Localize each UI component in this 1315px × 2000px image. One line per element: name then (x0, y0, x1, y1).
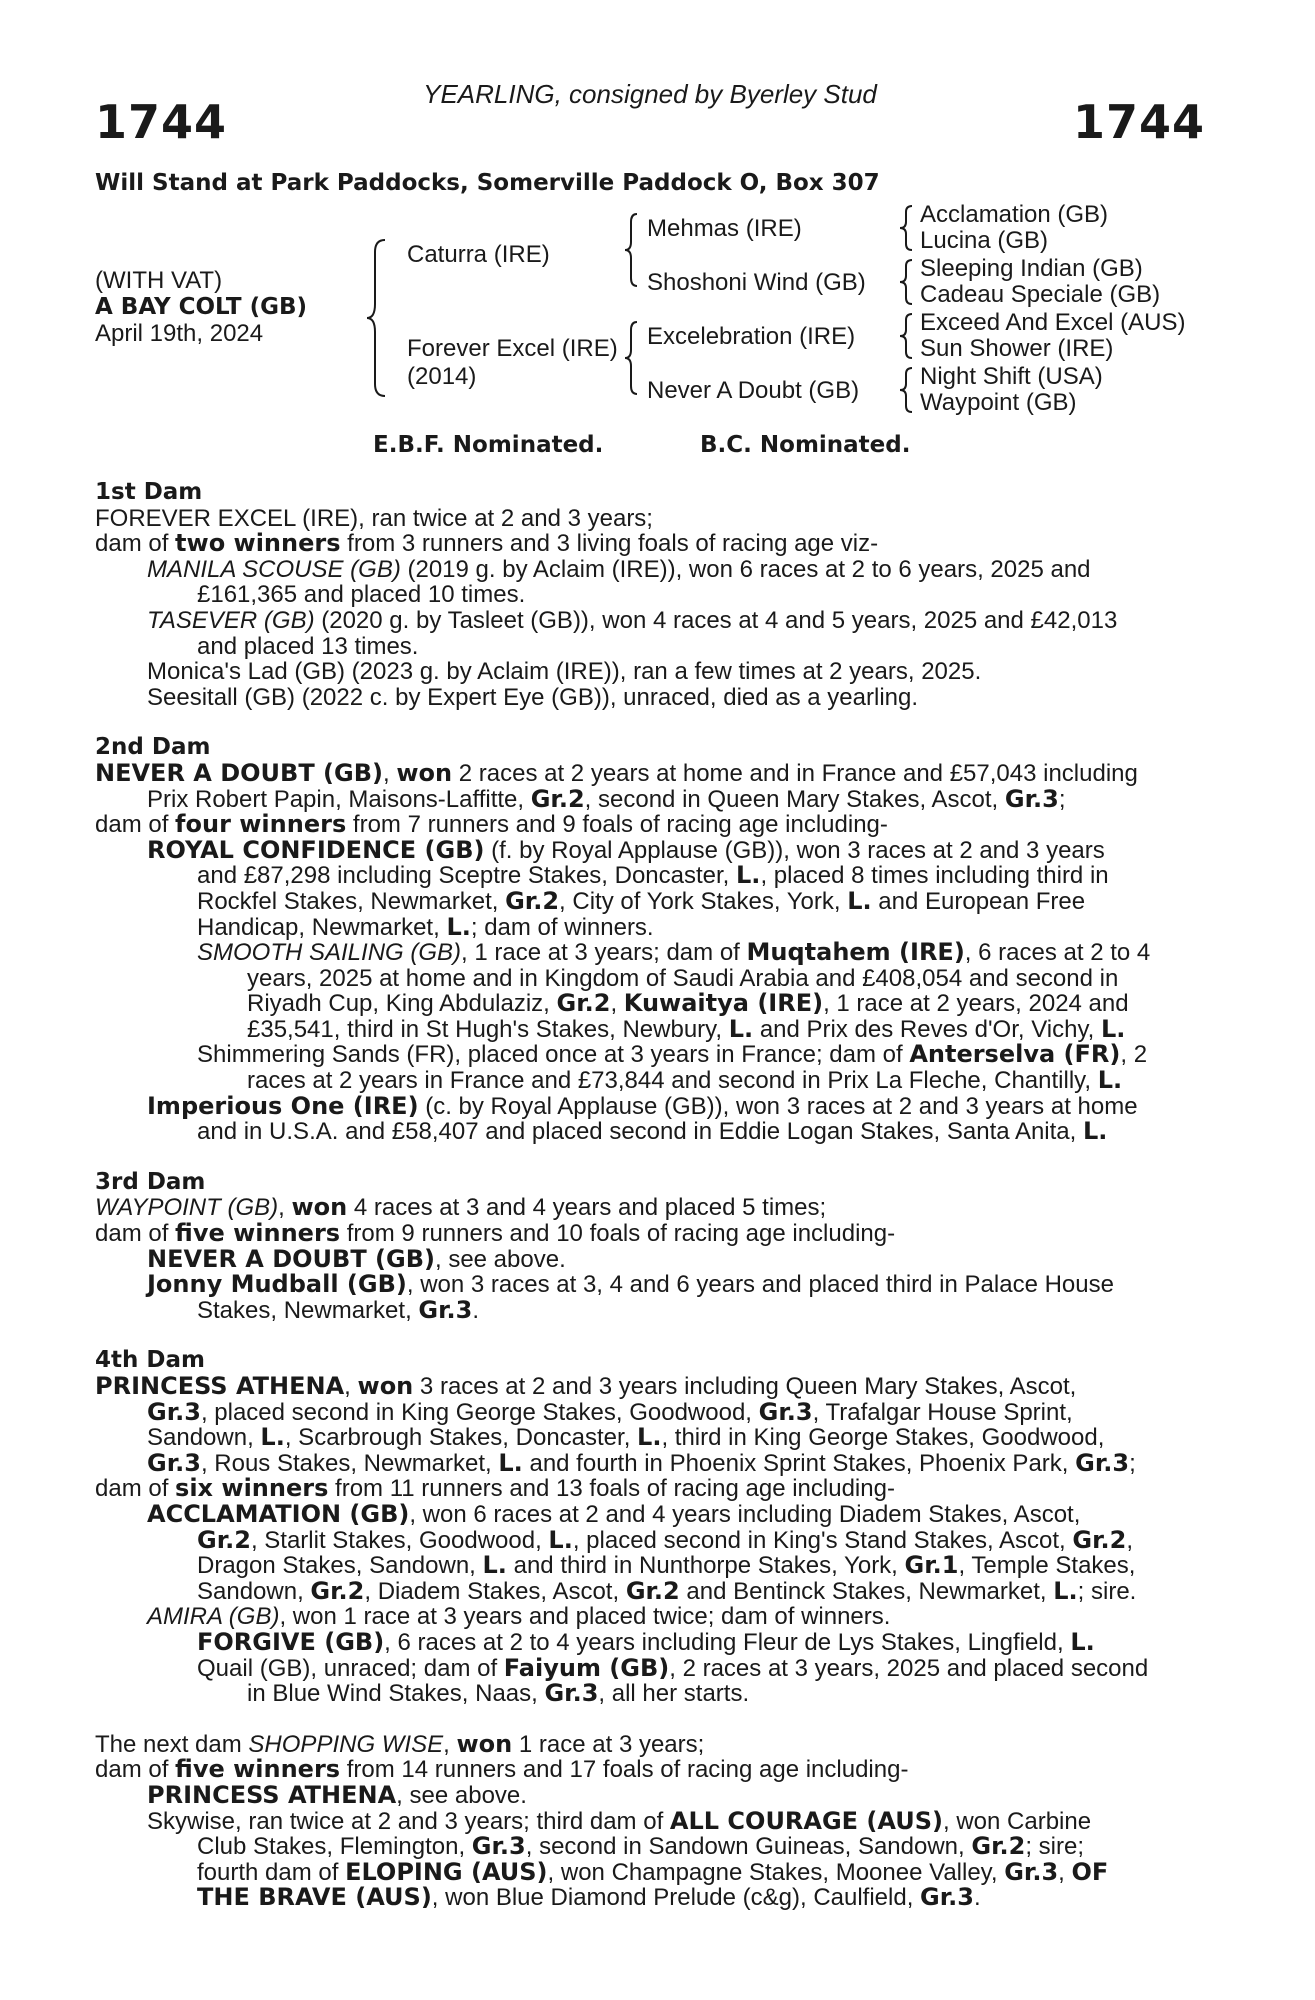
grandsire-3: Exceed And Excel (AUS) (920, 309, 1186, 336)
acclamation-3: Dragon Stakes, Sandown, L. and third in Nunthorpe Stakes, York, Gr.1, Temple Stakes, (197, 1551, 1136, 1580)
pedigree-brace-main (365, 238, 387, 398)
produce-manila-scouse: MANILA SCOUSE (GB) (2019 g. by Aclaim (IRE)), won 6 races at 2 to 6 years, 2025 and (147, 555, 1091, 583)
ebf-nomination: E.B.F. Nominated. (373, 432, 604, 458)
pedigree-brace-g4 (898, 366, 914, 414)
first-dam-summary: dam of two winners from 3 runners and 3 living foals of racing age viz- (95, 529, 879, 558)
shimmering-sands: Shimmering Sands (FR), placed once at 3 years in France; dam of Anterselva (FR), 2 (197, 1040, 1148, 1069)
fourth-dam-heading: 4th Dam (95, 1347, 205, 1374)
pedigree-notes (95, 480, 1205, 1911)
dam-year: (2014) (407, 363, 477, 390)
produce-tasever-cont: and placed 13 times. (197, 632, 419, 660)
granddam-3: Sun Shower (IRE) (920, 335, 1114, 362)
royal-confidence-2: and £87,298 including Sceptre Stakes, Doncaster, L., placed 8 times including third in (197, 861, 1109, 890)
skywise-3: fourth dam of ELOPING (AUS), won Champagne Stakes, Moonee Valley, Gr.3, OF (197, 1857, 1109, 1886)
forgive: FORGIVE (GB), 6 races at 2 to 4 years including Fleur de Lys Stakes, Lingfield, L. (197, 1627, 1095, 1656)
dam-dam: Never A Doubt (GB) (647, 377, 860, 404)
dam-sire: Excelebration (IRE) (647, 323, 856, 350)
smooth-sailing-2: years, 2025 at home and in Kingdom of Saudi Arabia and £408,054 and second in (247, 964, 1119, 992)
royal-confidence-4: Handicap, Newmarket, L.; dam of winners. (197, 912, 654, 941)
princess-athena-ref: PRINCESS ATHENA, see above. (147, 1780, 527, 1809)
royal-confidence-3: Rockfel Stakes, Newmarket, Gr.2, City of York Stakes, York, L. and European Free (197, 886, 1086, 915)
skywise-4: THE BRAVE (AUS), won Blue Diamond Prelude (c&g), Caulfield, Gr.3. (197, 1883, 981, 1912)
acclamation: ACCLAMATION (GB), won 6 races at 2 and 4 years including Diadem Stakes, Ascot, (147, 1499, 1081, 1528)
produce-tasever: TASEVER (GB) (2020 g. by Tasleet (GB)), won 4 races at 4 and 5 years, 2025 and £42,013 (147, 606, 1118, 634)
acclamation-4: Sandown, Gr.2, Diadem Stakes, Ascot, Gr.2 and Bentinck Stakes, Newmarket, L.; sire. (197, 1576, 1137, 1605)
third-dam-heading: 3rd Dam (95, 1168, 206, 1195)
lot-number-left: 1744 (95, 95, 228, 149)
pedigree-brace-sire (623, 212, 639, 288)
fourth-dam-summary: dam of six winners from 11 runners and 13 foals of racing age including- (95, 1474, 895, 1503)
imperious-one-2: and in U.S.A. and £58,407 and placed second in Eddie Logan Stakes, Santa Anita, L. (197, 1117, 1108, 1146)
quail-2: in Blue Wind Stakes, Naas, Gr.3, all her starts. (247, 1679, 750, 1708)
produce-manila-scouse-cont: £161,365 and placed 10 times. (197, 581, 526, 609)
granddam-4: Waypoint (GB) (920, 389, 1077, 416)
smooth-sailing: SMOOTH SAILING (GB), 1 race at 3 years; dam of Muqtahem (IRE), 6 races at 2 to 4 (197, 938, 1151, 967)
produce-seesitall: Seesitall (GB) (2022 c. by Expert Eye (GB)), unraced, died as a yearling. (147, 683, 919, 711)
amira: AMIRA (GB), won 1 race at 3 years and placed twice; dam of winners. (147, 1603, 891, 1631)
third-dam-line: WAYPOINT (GB), won 4 races at 3 and 4 years and placed 5 times; (95, 1193, 827, 1222)
quail: Quail (GB), unraced; dam of Faiyum (GB), 2 races at 3 years, 2025 and placed second (197, 1653, 1149, 1682)
pedigree-brace-dam (623, 320, 639, 396)
second-dam-heading: 2nd Dam (95, 734, 211, 761)
date-of-birth: April 19th, 2024 (95, 320, 264, 347)
royal-confidence: ROYAL CONFIDENCE (GB) (f. by Royal Applause (GB)), won 3 races at 2 and 3 years (147, 835, 1105, 864)
pedigree-brace-g1 (898, 204, 914, 252)
sire-sire: Mehmas (IRE) (647, 215, 802, 242)
first-dam-line: FOREVER EXCEL (IRE), ran twice at 2 and 3 years; (95, 504, 653, 532)
stabling-location: Will Stand at Park Paddocks, Somerville Paddock O, Box 307 (95, 170, 880, 196)
acclamation-2: Gr.2, Starlit Stakes, Goodwood, L., placed second in King's Stand Stakes, Ascot, Gr.2, (197, 1525, 1133, 1554)
third-dam-summary: dam of five winners from 9 runners and 10 foals of racing age including- (95, 1219, 896, 1248)
vat-note: (WITH VAT) (95, 267, 223, 294)
jonny-mudball-2: Stakes, Newmarket, Gr.3. (197, 1295, 480, 1324)
jonny-mudball: Jonny Mudball (GB), won 3 races at 3, 4 and 6 years and placed third in Palace House (147, 1270, 1114, 1299)
never-a-doubt-ref: NEVER A DOUBT (GB), see above. (147, 1244, 566, 1273)
shimmering-sands-2: races at 2 years in France and £73,844 and second in Prix La Fleche, Chantilly, L. (247, 1066, 1123, 1095)
skywise-2: Club Stakes, Flemington, Gr.3, second in Sandown Guineas, Sandown, Gr.2; sire; (197, 1832, 1084, 1861)
granddam-1: Lucina (GB) (920, 227, 1049, 254)
horse-name: A BAY COLT (GB) (95, 294, 308, 320)
bc-nomination: B.C. Nominated. (700, 432, 911, 458)
fourth-dam-line: PRINCESS ATHENA, won 3 races at 2 and 3 years including Queen Mary Stakes, Ascot, (95, 1372, 1077, 1400)
next-dam-line: The next dam SHOPPING WISE, won 1 race at 3 years; (95, 1729, 705, 1758)
fourth-dam-line-2: Gr.3, placed second in King George Stakes, Goodwood, Gr.3, Trafalgar House Sprint, (147, 1397, 1073, 1426)
second-dam-line-cont: Prix Robert Papin, Maisons-Laffitte, Gr.2, second in Queen Mary Stakes, Ascot, Gr.3; (147, 784, 1066, 813)
grandsire-1: Acclamation (GB) (920, 201, 1109, 228)
next-dam-summary: dam of five winners from 14 runners and 17 foals of racing age including- (95, 1755, 909, 1784)
consignment-subtitle: YEARLING, consigned by Byerley Stud (423, 79, 877, 109)
lot-number-right: 1744 (1072, 95, 1205, 149)
pedigree-brace-g3 (898, 312, 914, 360)
grandsire-4: Night Shift (USA) (920, 363, 1103, 390)
sire-dam: Shoshoni Wind (GB) (647, 269, 866, 296)
granddam-2: Cadeau Speciale (GB) (920, 281, 1161, 308)
pedigree-brace-g2 (898, 258, 914, 306)
imperious-one: Imperious One (IRE) (c. by Royal Applause (GB)), won 3 races at 2 and 3 years at home (147, 1091, 1138, 1120)
sire-name: Caturra (IRE) (407, 241, 550, 268)
skywise: Skywise, ran twice at 2 and 3 years; third dam of ALL COURAGE (AUS), won Carbine (147, 1806, 1092, 1835)
grandsire-2: Sleeping Indian (GB) (920, 255, 1143, 282)
dam-name: Forever Excel (IRE) (407, 335, 618, 362)
second-dam-summary: dam of four winners from 7 runners and 9 foals of racing age including- (95, 810, 888, 839)
first-dam-heading: 1st Dam (95, 479, 203, 505)
fourth-dam-line-3: Sandown, L., Scarbrough Stakes, Doncaster, L., third in King George Stakes, Goodwood, (147, 1423, 1105, 1452)
produce-monicas-lad: Monica's Lad (GB) (2023 g. by Aclaim (IRE)), ran a few times at 2 years, 2025. (147, 658, 982, 686)
second-dam-line: NEVER A DOUBT (GB), won 2 races at 2 years at home and in France and £57,043 including (95, 758, 1138, 787)
smooth-sailing-3: Riyadh Cup, King Abdulaziz, Gr.2, Kuwaitya (IRE), 1 race at 2 years, 2024 and (247, 989, 1129, 1018)
smooth-sailing-4: £35,541, third in St Hugh's Stakes, Newbury, L. and Prix des Reves d'Or, Vichy, L. (247, 1014, 1126, 1043)
fourth-dam-line-4: Gr.3, Rous Stakes, Newmarket, L. and fourth in Phoenix Sprint Stakes, Phoenix Park, Gr.3; (147, 1448, 1136, 1477)
